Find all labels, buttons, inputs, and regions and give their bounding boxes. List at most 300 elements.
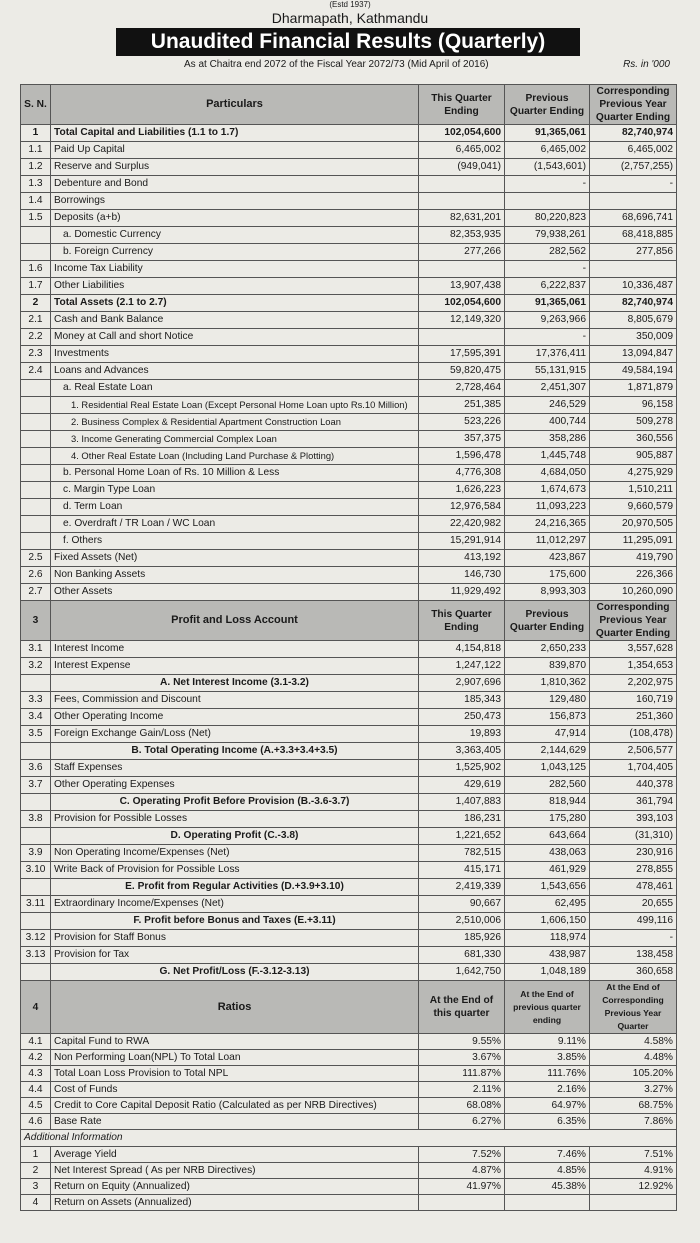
table-row <box>21 1147 677 1163</box>
header-col-2: Previous Quarter Ending <box>505 601 590 641</box>
row-value-previous-quarter: 8,993,303 <box>505 584 590 601</box>
row-particular: Interest Expense <box>51 658 419 675</box>
row-particular: Capital Fund to RWA <box>51 1034 419 1050</box>
table-row <box>21 964 677 981</box>
table-row <box>21 210 677 227</box>
row-value-this-quarter: 146,730 <box>419 567 505 584</box>
row-value-previous-quarter: 1,543,656 <box>505 879 590 896</box>
table-row <box>21 641 677 658</box>
row-value-previous-quarter: 282,562 <box>505 244 590 261</box>
row-particular: G. Net Profit/Loss (F.-3.12-3.13) <box>51 964 419 981</box>
row-sn <box>21 675 51 692</box>
row-value-corresponding-quarter: 105.20% <box>590 1066 677 1082</box>
row-value-this-quarter: 2,419,339 <box>419 879 505 896</box>
row-particular: 4. Other Real Estate Loan (Including Land Purchase & Plotting) <box>51 448 419 465</box>
row-particular: Fixed Assets (Net) <box>51 550 419 567</box>
row-value-corresponding-quarter: 82,740,974 <box>590 125 677 142</box>
row-value-previous-quarter: 2,451,307 <box>505 380 590 397</box>
row-value-this-quarter: 277,266 <box>419 244 505 261</box>
row-value-previous-quarter: 80,220,823 <box>505 210 590 227</box>
row-value-previous-quarter: 9,263,966 <box>505 312 590 329</box>
header-sn: 4 <box>21 981 51 1034</box>
row-sn: 4.6 <box>21 1114 51 1130</box>
table-row <box>21 1050 677 1066</box>
header-col-3: Corresponding Previous Year Quarter Ending <box>590 601 677 641</box>
balance-sheet-header <box>21 85 677 125</box>
row-value-this-quarter: 3.67% <box>419 1050 505 1066</box>
table-row <box>21 380 677 397</box>
row-value-corresponding-quarter: 1,871,879 <box>590 380 677 397</box>
row-value-previous-quarter: 111.76% <box>505 1066 590 1082</box>
row-value-corresponding-quarter: 12.92% <box>590 1179 677 1195</box>
row-particular: 3. Income Generating Commercial Complex Loan <box>51 431 419 448</box>
row-value-previous-quarter: 3.85% <box>505 1050 590 1066</box>
row-particular: 2. Business Complex & Residential Apartment Construction Loan <box>51 414 419 431</box>
row-value-corresponding-quarter: 2,506,577 <box>590 743 677 760</box>
row-value-corresponding-quarter: 11,295,091 <box>590 533 677 550</box>
row-sn <box>21 533 51 550</box>
row-sn <box>21 964 51 981</box>
row-value-corresponding-quarter: 499,116 <box>590 913 677 930</box>
row-value-this-quarter: 6.27% <box>419 1114 505 1130</box>
row-value-this-quarter: 251,385 <box>419 397 505 414</box>
row-value-this-quarter: 68.08% <box>419 1098 505 1114</box>
row-sn: 1.3 <box>21 176 51 193</box>
row-particular: Non Operating Income/Expenses (Net) <box>51 845 419 862</box>
row-value-previous-quarter: 839,870 <box>505 658 590 675</box>
row-value-previous-quarter: 6,222,837 <box>505 278 590 295</box>
table-row <box>21 709 677 726</box>
row-value-corresponding-quarter: 1,510,211 <box>590 482 677 499</box>
row-sn: 2 <box>21 295 51 312</box>
row-sn <box>21 380 51 397</box>
row-value-corresponding-quarter: 160,719 <box>590 692 677 709</box>
row-particular: F. Profit before Bonus and Taxes (E.+3.11) <box>51 913 419 930</box>
row-value-this-quarter: 9.55% <box>419 1034 505 1050</box>
row-value-previous-quarter: 175,280 <box>505 811 590 828</box>
row-value-corresponding-quarter: 7.51% <box>590 1147 677 1163</box>
row-particular: Other Operating Income <box>51 709 419 726</box>
table-row <box>21 312 677 329</box>
table-row <box>21 142 677 159</box>
row-value-corresponding-quarter: 68,418,885 <box>590 227 677 244</box>
row-value-previous-quarter: - <box>505 261 590 278</box>
row-value-this-quarter <box>419 329 505 346</box>
row-value-corresponding-quarter: 226,366 <box>590 567 677 584</box>
row-particular: Money at Call and short Notice <box>51 329 419 346</box>
row-value-previous-quarter: 818,944 <box>505 794 590 811</box>
row-value-corresponding-quarter: 1,354,653 <box>590 658 677 675</box>
row-value-corresponding-quarter: 905,887 <box>590 448 677 465</box>
table-row <box>21 692 677 709</box>
row-sn <box>21 482 51 499</box>
row-value-corresponding-quarter: 7.86% <box>590 1114 677 1130</box>
row-value-this-quarter: 82,353,935 <box>419 227 505 244</box>
row-value-previous-quarter: 1,810,362 <box>505 675 590 692</box>
row-particular: Other Liabilities <box>51 278 419 295</box>
row-value-previous-quarter: 4.85% <box>505 1163 590 1179</box>
row-value-corresponding-quarter: 138,458 <box>590 947 677 964</box>
row-sn: 2.4 <box>21 363 51 380</box>
row-sn: 2.5 <box>21 550 51 567</box>
row-value-this-quarter <box>419 193 505 210</box>
row-sn <box>21 431 51 448</box>
row-value-corresponding-quarter: 68.75% <box>590 1098 677 1114</box>
table-row <box>21 261 677 278</box>
row-value-this-quarter: 2,728,464 <box>419 380 505 397</box>
row-particular: Fees, Commission and Discount <box>51 692 419 709</box>
table-row <box>21 567 677 584</box>
row-sn: 4.2 <box>21 1050 51 1066</box>
row-value-corresponding-quarter: - <box>590 930 677 947</box>
table-row <box>21 533 677 550</box>
row-value-previous-quarter: 175,600 <box>505 567 590 584</box>
row-value-corresponding-quarter: 4,275,929 <box>590 465 677 482</box>
row-value-this-quarter: 1,247,122 <box>419 658 505 675</box>
row-particular: e. Overdraft / TR Loan / WC Loan <box>51 516 419 533</box>
row-particular: Cash and Bank Balance <box>51 312 419 329</box>
row-sn: 3.10 <box>21 862 51 879</box>
table-row <box>21 726 677 743</box>
row-value-this-quarter: 429,619 <box>419 777 505 794</box>
row-value-this-quarter: 82,631,201 <box>419 210 505 227</box>
row-value-corresponding-quarter <box>590 261 677 278</box>
table-row <box>21 743 677 760</box>
table-row <box>21 896 677 913</box>
row-value-previous-quarter: 91,365,061 <box>505 125 590 142</box>
table-row <box>21 431 677 448</box>
row-particular: Deposits (a+b) <box>51 210 419 227</box>
table-row <box>21 244 677 261</box>
row-sn <box>21 448 51 465</box>
row-value-previous-quarter <box>505 1195 590 1211</box>
row-value-this-quarter: 186,231 <box>419 811 505 828</box>
row-sn: 1.1 <box>21 142 51 159</box>
row-particular: Borrowings <box>51 193 419 210</box>
row-sn <box>21 828 51 845</box>
row-particular: Cost of Funds <box>51 1082 419 1098</box>
row-value-corresponding-quarter: 350,009 <box>590 329 677 346</box>
row-value-previous-quarter: 246,529 <box>505 397 590 414</box>
table-row <box>21 1082 677 1098</box>
row-value-previous-quarter: 423,867 <box>505 550 590 567</box>
row-value-this-quarter: 12,149,320 <box>419 312 505 329</box>
row-sn: 1 <box>21 1147 51 1163</box>
row-value-corresponding-quarter: 277,856 <box>590 244 677 261</box>
row-value-corresponding-quarter: 478,461 <box>590 879 677 896</box>
row-value-this-quarter: 111.87% <box>419 1066 505 1082</box>
row-value-previous-quarter: 282,560 <box>505 777 590 794</box>
row-particular: C. Operating Profit Before Provision (B.-3.6-3.7) <box>51 794 419 811</box>
row-value-previous-quarter: - <box>505 176 590 193</box>
row-particular: f. Others <box>51 533 419 550</box>
row-particular: a. Domestic Currency <box>51 227 419 244</box>
table-row <box>21 760 677 777</box>
row-sn <box>21 913 51 930</box>
row-value-corresponding-quarter: 440,378 <box>590 777 677 794</box>
row-particular: c. Margin Type Loan <box>51 482 419 499</box>
row-value-corresponding-quarter: 1,704,405 <box>590 760 677 777</box>
row-sn: 2.2 <box>21 329 51 346</box>
subtitle-row <box>0 56 700 74</box>
row-value-this-quarter: 250,473 <box>419 709 505 726</box>
table-row <box>21 675 677 692</box>
row-value-previous-quarter <box>505 193 590 210</box>
profit-loss-header <box>21 601 677 641</box>
row-particular: B. Total Operating Income (A.+3.3+3.4+3.5) <box>51 743 419 760</box>
table-row <box>21 397 677 414</box>
row-value-corresponding-quarter: 10,336,487 <box>590 278 677 295</box>
table-row <box>21 448 677 465</box>
row-value-previous-quarter: 6.35% <box>505 1114 590 1130</box>
row-particular: Return on Assets (Annualized) <box>51 1195 419 1211</box>
table-row <box>21 227 677 244</box>
row-sn <box>21 794 51 811</box>
row-value-corresponding-quarter: 82,740,974 <box>590 295 677 312</box>
row-sn: 3.1 <box>21 641 51 658</box>
row-particular: Foreign Exchange Gain/Loss (Net) <box>51 726 419 743</box>
row-sn: 3.7 <box>21 777 51 794</box>
table-row <box>21 879 677 896</box>
row-value-this-quarter <box>419 176 505 193</box>
row-value-this-quarter: 415,171 <box>419 862 505 879</box>
row-particular: Non Performing Loan(NPL) To Total Loan <box>51 1050 419 1066</box>
table-row <box>21 1034 677 1050</box>
row-value-corresponding-quarter: 6,465,002 <box>590 142 677 159</box>
row-sn: 3.3 <box>21 692 51 709</box>
row-particular: Extraordinary Income/Expenses (Net) <box>51 896 419 913</box>
row-particular: Net Interest Spread ( As per NRB Directives) <box>51 1163 419 1179</box>
table-row <box>21 550 677 567</box>
row-value-previous-quarter: - <box>505 329 590 346</box>
row-value-this-quarter: 1,407,883 <box>419 794 505 811</box>
row-value-corresponding-quarter: 419,790 <box>590 550 677 567</box>
table-row <box>21 862 677 879</box>
table-row <box>21 1163 677 1179</box>
header-col-2: At the End of previous quarter ending <box>505 981 590 1034</box>
row-value-previous-quarter: 358,286 <box>505 431 590 448</box>
table-row <box>21 295 677 312</box>
table-row <box>21 947 677 964</box>
row-value-this-quarter: 3,363,405 <box>419 743 505 760</box>
row-value-corresponding-quarter: (31,310) <box>590 828 677 845</box>
row-value-previous-quarter: 461,929 <box>505 862 590 879</box>
ratios-header <box>21 981 677 1034</box>
row-particular: 1. Residential Real Estate Loan (Except Personal Home Loan upto Rs.10 Million) <box>51 397 419 414</box>
row-sn: 1.5 <box>21 210 51 227</box>
header-col-1: This Quarter Ending <box>419 601 505 641</box>
table-row <box>21 913 677 930</box>
period-subtitle: As at Chaitra end 2072 of the Fiscal Year 2072/73 (Mid April of 2016) <box>184 59 489 70</box>
row-value-corresponding-quarter: 361,794 <box>590 794 677 811</box>
row-value-previous-quarter: 1,043,125 <box>505 760 590 777</box>
row-value-corresponding-quarter: (108,478) <box>590 726 677 743</box>
row-value-previous-quarter: 4,684,050 <box>505 465 590 482</box>
row-value-previous-quarter: 17,376,411 <box>505 346 590 363</box>
row-value-previous-quarter: 6,465,002 <box>505 142 590 159</box>
row-particular: Total Capital and Liabilities (1.1 to 1.7) <box>51 125 419 142</box>
row-particular: Base Rate <box>51 1114 419 1130</box>
row-value-corresponding-quarter: 20,970,505 <box>590 516 677 533</box>
row-sn: 2.7 <box>21 584 51 601</box>
row-value-this-quarter <box>419 261 505 278</box>
row-particular: Write Back of Provision for Possible Loss <box>51 862 419 879</box>
row-value-this-quarter: 185,926 <box>419 930 505 947</box>
table-row <box>21 516 677 533</box>
row-value-this-quarter: 523,226 <box>419 414 505 431</box>
row-value-corresponding-quarter: 393,103 <box>590 811 677 828</box>
row-value-previous-quarter: 55,131,915 <box>505 363 590 380</box>
row-sn: 1 <box>21 125 51 142</box>
row-sn: 1.2 <box>21 159 51 176</box>
row-value-this-quarter: 19,893 <box>419 726 505 743</box>
row-value-previous-quarter: 400,744 <box>505 414 590 431</box>
row-value-previous-quarter: 47,914 <box>505 726 590 743</box>
table-row <box>21 193 677 210</box>
table-row <box>21 363 677 380</box>
table-row <box>21 930 677 947</box>
table-row <box>21 1114 677 1130</box>
row-value-previous-quarter: 2.16% <box>505 1082 590 1098</box>
row-particular: a. Real Estate Loan <box>51 380 419 397</box>
row-value-this-quarter: 22,420,982 <box>419 516 505 533</box>
row-value-previous-quarter: 11,093,223 <box>505 499 590 516</box>
row-sn: 3.11 <box>21 896 51 913</box>
row-value-corresponding-quarter <box>590 193 677 210</box>
table-row <box>21 811 677 828</box>
row-sn: 3.13 <box>21 947 51 964</box>
row-value-corresponding-quarter: 2,202,975 <box>590 675 677 692</box>
row-sn: 3.9 <box>21 845 51 862</box>
page-title: Unaudited Financial Results (Quarterly) <box>116 28 580 56</box>
header-sn: S. N. <box>21 85 51 125</box>
table-row <box>21 1066 677 1082</box>
row-value-corresponding-quarter: 4.58% <box>590 1034 677 1050</box>
row-value-corresponding-quarter: 68,696,741 <box>590 210 677 227</box>
row-sn <box>21 397 51 414</box>
row-value-previous-quarter: 2,144,629 <box>505 743 590 760</box>
row-sn: 3.6 <box>21 760 51 777</box>
row-particular: Non Banking Assets <box>51 567 419 584</box>
row-value-this-quarter: 17,595,391 <box>419 346 505 363</box>
table-row <box>21 794 677 811</box>
row-value-corresponding-quarter: 8,805,679 <box>590 312 677 329</box>
row-value-this-quarter: 7.52% <box>419 1147 505 1163</box>
row-value-this-quarter: 90,667 <box>419 896 505 913</box>
row-particular: Average Yield <box>51 1147 419 1163</box>
additional-info-label: Additional Information <box>21 1130 677 1147</box>
row-value-corresponding-quarter: 49,584,194 <box>590 363 677 380</box>
row-value-corresponding-quarter: 96,158 <box>590 397 677 414</box>
row-particular: Provision for Possible Losses <box>51 811 419 828</box>
financial-results-table <box>20 84 677 1211</box>
table-row <box>21 1098 677 1114</box>
row-sn: 4.4 <box>21 1082 51 1098</box>
table-row <box>21 1179 677 1195</box>
row-value-corresponding-quarter: 251,360 <box>590 709 677 726</box>
row-value-corresponding-quarter: 4.48% <box>590 1050 677 1066</box>
row-sn: 3.12 <box>21 930 51 947</box>
row-value-previous-quarter: 1,048,189 <box>505 964 590 981</box>
row-value-this-quarter: 1,525,902 <box>419 760 505 777</box>
table-row <box>21 828 677 845</box>
row-sn <box>21 743 51 760</box>
table-row <box>21 125 677 142</box>
row-value-previous-quarter: 79,938,261 <box>505 227 590 244</box>
row-particular: Income Tax Liability <box>51 261 419 278</box>
row-value-this-quarter: 2,907,696 <box>419 675 505 692</box>
row-value-this-quarter: 102,054,600 <box>419 295 505 312</box>
row-value-this-quarter: (949,041) <box>419 159 505 176</box>
row-sn <box>21 465 51 482</box>
table-row <box>21 777 677 794</box>
row-value-corresponding-quarter: (2,757,255) <box>590 159 677 176</box>
row-particular: A. Net Interest Income (3.1-3.2) <box>51 675 419 692</box>
row-sn <box>21 499 51 516</box>
row-value-corresponding-quarter <box>590 1195 677 1211</box>
row-particular: Loans and Advances <box>51 363 419 380</box>
row-value-previous-quarter: 1,674,673 <box>505 482 590 499</box>
table-row <box>21 176 677 193</box>
row-particular: Provision for Staff Bonus <box>51 930 419 947</box>
row-value-corresponding-quarter: 3,557,628 <box>590 641 677 658</box>
table-row <box>21 159 677 176</box>
row-sn <box>21 414 51 431</box>
row-value-previous-quarter: 9.11% <box>505 1034 590 1050</box>
row-value-previous-quarter: 129,480 <box>505 692 590 709</box>
row-value-this-quarter: 1,642,750 <box>419 964 505 981</box>
row-particular: b. Personal Home Loan of Rs. 10 Million & Less <box>51 465 419 482</box>
row-sn: 1.7 <box>21 278 51 295</box>
bank-location: Dharmapath, Kathmandu <box>271 10 429 26</box>
row-value-previous-quarter: 11,012,297 <box>505 533 590 550</box>
row-particular: Debenture and Bond <box>51 176 419 193</box>
row-value-previous-quarter: 1,445,748 <box>505 448 590 465</box>
row-value-this-quarter: 102,054,600 <box>419 125 505 142</box>
row-value-corresponding-quarter: 360,556 <box>590 431 677 448</box>
row-value-this-quarter: 11,929,492 <box>419 584 505 601</box>
row-value-this-quarter: 59,820,475 <box>419 363 505 380</box>
row-particular: Total Assets (2.1 to 2.7) <box>51 295 419 312</box>
row-sn: 4.3 <box>21 1066 51 1082</box>
row-value-previous-quarter: 643,664 <box>505 828 590 845</box>
row-value-this-quarter: 2,510,006 <box>419 913 505 930</box>
header-particulars: Ratios <box>51 981 419 1034</box>
row-particular: Investments <box>51 346 419 363</box>
header-sn: 3 <box>21 601 51 641</box>
row-particular: Reserve and Surplus <box>51 159 419 176</box>
row-sn <box>21 244 51 261</box>
row-sn <box>21 879 51 896</box>
row-value-previous-quarter: 24,216,365 <box>505 516 590 533</box>
header-col-3: At the End of Corresponding Previous Year Quarter <box>590 981 677 1034</box>
row-value-this-quarter: 413,192 <box>419 550 505 567</box>
row-value-this-quarter: 13,907,438 <box>419 278 505 295</box>
row-value-this-quarter: 185,343 <box>419 692 505 709</box>
row-particular: d. Term Loan <box>51 499 419 516</box>
row-value-corresponding-quarter: 509,278 <box>590 414 677 431</box>
row-sn: 3.2 <box>21 658 51 675</box>
row-value-corresponding-quarter: 360,658 <box>590 964 677 981</box>
header-corresponding-quarter: Corresponding Previous Year Quarter Ending <box>590 85 677 125</box>
row-value-corresponding-quarter: 278,855 <box>590 862 677 879</box>
row-value-previous-quarter: 62,495 <box>505 896 590 913</box>
row-value-this-quarter: 1,596,478 <box>419 448 505 465</box>
row-sn: 2 <box>21 1163 51 1179</box>
row-value-previous-quarter: 45.38% <box>505 1179 590 1195</box>
row-particular: Other Assets <box>51 584 419 601</box>
unit-note: Rs. in '000 <box>623 59 670 70</box>
